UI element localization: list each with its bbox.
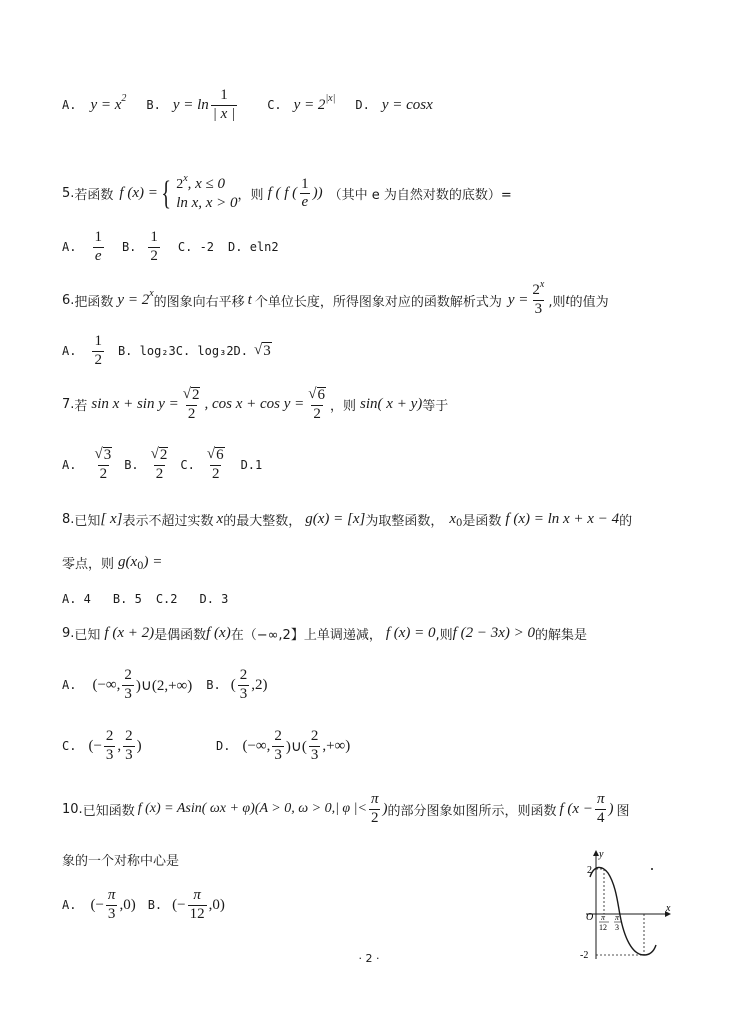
math-expr: ))	[312, 185, 323, 202]
tick-2-num: π	[615, 913, 620, 922]
math-expr: )∪(2,+∞)	[135, 677, 193, 694]
question-text: ，则	[330, 399, 357, 415]
denominator: 2	[150, 247, 158, 264]
math-expr: (−	[172, 896, 186, 913]
variable: x	[449, 511, 457, 527]
fraction	[104, 729, 116, 764]
option-c: C.2	[155, 592, 178, 606]
question-text: 的图象向右平移	[153, 294, 245, 310]
origin-label: O	[586, 912, 594, 923]
option-b: B. 5	[112, 592, 142, 606]
fraction	[211, 88, 237, 123]
numerator: √ 2	[182, 386, 200, 403]
question-text: 象的一个对称中心是	[62, 854, 180, 869]
math-expr: ,2)	[251, 676, 268, 693]
radicand: 3	[263, 343, 271, 360]
math-expr: f (x + 2)	[104, 625, 155, 641]
math-expr: f ( f (	[267, 185, 298, 202]
question-text: 等于	[422, 399, 449, 415]
option-d: D.1	[240, 457, 263, 472]
fraction	[205, 447, 227, 483]
exponent: |x|	[325, 92, 336, 104]
question-10	[62, 792, 629, 827]
question-text: 的值为	[569, 294, 609, 310]
question-number: 9.	[62, 626, 75, 641]
variable: x	[216, 511, 224, 527]
q9-options-c	[62, 729, 142, 764]
question-text: 已知	[74, 514, 101, 529]
question-text: 若	[74, 399, 88, 415]
case-1	[176, 175, 237, 194]
math-expr: (	[230, 676, 236, 693]
option-label: A.	[62, 898, 77, 913]
option-label: B.	[206, 678, 221, 693]
denominator: 3	[310, 746, 319, 763]
math-expr: ,	[117, 737, 122, 754]
question-text: 的	[619, 514, 633, 529]
option-a: A. 4	[62, 592, 91, 606]
options-b-c-d: B. log₂3C. log₃2D.	[117, 344, 248, 359]
numerator: π	[370, 791, 379, 807]
question-8-line-2	[62, 553, 162, 572]
q9-options-ab	[62, 668, 267, 703]
exponent: 2	[121, 92, 127, 104]
math-expr: (−∞,	[92, 676, 121, 693]
question-text: 零点，则	[62, 557, 115, 572]
question-text: 在（−∞,2】上单调递减，	[230, 628, 382, 643]
option-d: D. 3	[199, 592, 229, 606]
fraction	[92, 334, 104, 369]
numerator: 2	[105, 728, 114, 744]
question-number: 10.	[62, 801, 83, 817]
fraction	[123, 729, 135, 764]
case-2: ln x, x > 0	[176, 194, 238, 211]
fraction	[92, 230, 104, 265]
q4-options	[62, 88, 433, 123]
numerator: π	[596, 791, 605, 807]
denominator: 3	[534, 300, 543, 317]
fraction	[309, 729, 321, 764]
question-7	[62, 387, 448, 423]
subscript: 0	[456, 518, 463, 529]
x-axis-label: x	[666, 903, 671, 914]
option-label: C.	[180, 457, 195, 472]
fraction	[181, 387, 203, 423]
denominator: 2	[313, 405, 321, 422]
numerator: 2	[124, 667, 132, 683]
math-expr: )	[382, 800, 388, 817]
numerator: 1	[94, 229, 102, 245]
q9-options-d	[216, 729, 350, 764]
exponent: x	[149, 287, 154, 299]
math-expr: f (2 − 3x) > 0	[452, 625, 535, 641]
denominator: | x |	[212, 105, 236, 122]
question-number: 6.	[62, 292, 75, 308]
question-number: 7.	[62, 397, 75, 413]
option-b-expr: y = ln	[172, 96, 209, 113]
math-expr: ,0)	[119, 896, 136, 913]
numerator: 2	[310, 728, 319, 744]
numerator: √ 3	[94, 446, 112, 463]
tick-1-num: π	[601, 913, 606, 922]
tick-2-den: 3	[615, 923, 619, 932]
denominator: 4	[596, 809, 605, 826]
question-text: （其中 e 为自然对数的底数）=	[328, 188, 512, 204]
fraction	[148, 230, 160, 265]
case-1-base: 2	[176, 177, 184, 192]
numerator: 2	[125, 728, 133, 744]
option-a-expr: y = x	[90, 96, 122, 113]
radicand: 6	[216, 447, 224, 463]
sine-curve	[590, 867, 656, 955]
question-text: 的部分图象如图所示，则函数	[387, 803, 557, 819]
q8-options	[62, 592, 228, 606]
question-text: 为取整函数，	[365, 514, 444, 529]
tick-1-den: 12	[599, 923, 607, 932]
option-c: C. -2	[177, 240, 215, 255]
fraction	[595, 792, 607, 827]
exponent: x	[539, 279, 545, 290]
left-brace: {	[161, 174, 171, 212]
numerator	[530, 279, 546, 300]
fraction	[272, 729, 284, 764]
option-label: C.	[62, 739, 77, 754]
denominator: 3	[239, 685, 248, 702]
denominator: 2	[99, 465, 108, 482]
numerator: 1	[220, 87, 228, 103]
radicand: 2	[159, 447, 168, 463]
option-label: B.	[146, 98, 161, 113]
denominator: 12	[189, 905, 205, 922]
math-expr: f (x)	[206, 625, 231, 641]
denominator: e	[301, 194, 309, 211]
denominator: 2	[370, 809, 379, 826]
q5-options	[62, 230, 279, 265]
question-text: 图	[616, 803, 630, 819]
math-expr: g(x	[118, 554, 138, 570]
case-1-condition: , x ≤ 0	[187, 176, 226, 192]
question-5	[62, 175, 512, 213]
math-expr: ,+∞)	[322, 737, 351, 754]
math-expr: sin( x + y)	[360, 396, 423, 413]
y-min-label: -2	[580, 950, 589, 961]
numerator: √ 2	[150, 446, 168, 463]
numerator: π	[193, 887, 201, 903]
denominator: e	[94, 247, 102, 264]
fraction	[106, 888, 118, 923]
option-c-expr: y = 2	[293, 96, 326, 113]
q10-options	[62, 888, 225, 923]
y-axis-label: y	[599, 849, 604, 860]
math-expr: (−	[88, 737, 102, 754]
math-expr: ) =	[143, 554, 163, 570]
option-label: B.	[121, 240, 137, 255]
radicand: 3	[103, 447, 112, 463]
question-text: 表示不超过实数	[122, 514, 214, 529]
option-label: B.	[147, 898, 163, 913]
numerator: π	[107, 887, 116, 903]
math-expr: )∪(	[285, 738, 307, 755]
question-number: 5.	[62, 186, 75, 202]
question-text: 的最大整数，	[223, 514, 302, 529]
question-text: ，则	[237, 188, 264, 204]
question-text: 个单位长度，所得图象对应的函数解析式为	[254, 294, 502, 310]
math-expr: g(x) = [x]	[305, 511, 366, 527]
option-label: A.	[62, 98, 77, 113]
math-expr: f (x) =	[119, 185, 158, 202]
math-expr: , cos x + cos y =	[204, 396, 305, 413]
fraction	[92, 447, 114, 483]
denominator: 3	[105, 746, 114, 763]
math-expr: f (x) = 0	[385, 625, 436, 641]
math-expr: y = 2	[117, 291, 150, 308]
option-label: A.	[62, 678, 77, 693]
denominator: 3	[125, 746, 133, 763]
exponent: x	[183, 173, 188, 184]
q7-options	[62, 447, 262, 483]
variable: t	[247, 291, 252, 308]
question-text: 把函数	[74, 294, 114, 310]
math-expr: f (x −	[559, 800, 593, 817]
math-expr: [ x]	[100, 511, 123, 527]
question-text: 是偶函数	[154, 628, 207, 643]
option-label: D.	[216, 739, 231, 754]
math-expr: y =	[507, 291, 529, 308]
math-expr: )	[136, 737, 142, 754]
denominator: 2	[211, 465, 220, 482]
fraction	[238, 668, 250, 703]
option-d: D. eln2	[228, 240, 279, 255]
stray-mark	[651, 868, 653, 870]
question-text: 的解集是	[534, 628, 587, 643]
denominator: 2	[187, 405, 196, 422]
question-text: ,则	[548, 294, 566, 310]
y-max-label: 2	[587, 865, 592, 876]
question-6	[62, 279, 609, 318]
numerator: 1	[301, 175, 309, 192]
denominator: 2	[94, 351, 102, 368]
subscript: 0	[137, 561, 144, 572]
numerator: 1	[94, 333, 102, 349]
option-label: B.	[124, 457, 139, 472]
numerator: 2	[274, 728, 282, 744]
math-expr: f (x) = ln x + x − 4	[505, 511, 620, 527]
math-expr: f (x) = Asin( ωx + φ)(A > 0, ω > 0,| φ |<	[137, 801, 367, 817]
option-label: D.	[355, 98, 370, 113]
fraction	[369, 792, 381, 827]
question-text: 已知	[74, 628, 101, 643]
fraction	[149, 447, 171, 483]
question-10-line-2	[62, 850, 179, 869]
option-label: A.	[62, 344, 77, 359]
option-label: A.	[62, 240, 77, 255]
option-label: C.	[267, 98, 282, 113]
sine-graph-figure	[564, 845, 680, 969]
page-number: · 2 ·	[358, 952, 380, 965]
q6-options	[62, 334, 272, 369]
fraction	[188, 888, 207, 923]
math-expr: (−	[90, 896, 104, 913]
question-text: ,则	[435, 628, 453, 643]
numerator: 1	[150, 229, 158, 245]
numerator-base: 2	[532, 282, 540, 298]
math-expr: (−∞,	[242, 737, 271, 754]
option-d-expr: y = cosx	[381, 96, 433, 113]
question-9	[62, 624, 587, 643]
question-text: 是函数	[462, 514, 502, 529]
numerator: √ 6	[308, 386, 326, 403]
radicand: 6	[317, 387, 326, 403]
fraction	[530, 279, 546, 318]
fraction	[122, 668, 134, 703]
math-expr: ,0)	[208, 896, 225, 913]
question-number: 8.	[62, 512, 75, 527]
question-8	[62, 510, 632, 529]
radicand: 2	[191, 387, 200, 403]
denominator: 3	[107, 905, 116, 922]
denominator: 3	[274, 746, 282, 763]
numerator: 2	[239, 667, 248, 683]
square-root: √ 3	[254, 342, 271, 360]
denominator: 2	[155, 465, 164, 482]
question-text: 若函数	[74, 188, 114, 204]
fraction	[306, 387, 328, 423]
piecewise-cases	[176, 175, 237, 213]
question-text: 已知函数	[82, 803, 135, 819]
numerator: √ 6	[206, 446, 224, 463]
variable: t	[565, 291, 570, 308]
option-label: A.	[62, 457, 77, 472]
fraction	[299, 177, 311, 212]
math-expr: sin x + sin y =	[91, 396, 179, 413]
math-expr: )	[608, 800, 614, 817]
denominator: 3	[124, 685, 132, 702]
